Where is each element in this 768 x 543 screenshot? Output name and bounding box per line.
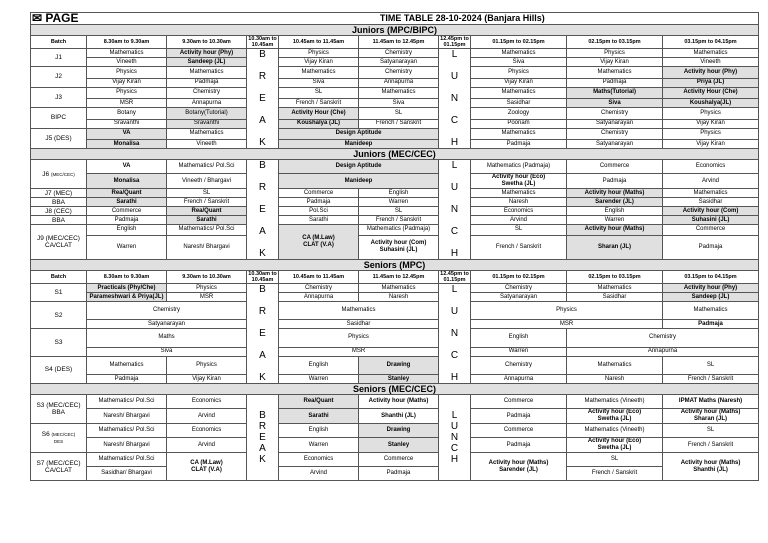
timetable-grid — [30, 12, 759, 481]
batch-label: J1 — [31, 49, 87, 67]
cell: Satyanarayan — [359, 58, 439, 67]
cell: Annapurna — [471, 375, 567, 384]
cell: Arvind — [167, 438, 247, 453]
cell: Physics — [279, 329, 439, 347]
batch-label: S4 (DES) — [31, 356, 87, 383]
cell: Commerce — [279, 189, 359, 198]
cell: SL — [663, 424, 759, 438]
cell: Botany(Tutorial) — [167, 108, 247, 120]
cell: Sarathi — [279, 216, 359, 225]
cell: Physics — [87, 67, 167, 79]
cell: French / Sanskrit — [279, 99, 359, 108]
cell: Sravanthi — [87, 119, 167, 128]
cell: Manideep — [279, 174, 439, 189]
cell: MSR — [279, 347, 439, 356]
batch-header: Batch — [31, 36, 87, 49]
cell: Mathematics (Vineeth) — [567, 424, 663, 438]
cell: Sasidhar/ Bhargavi — [87, 467, 167, 481]
cell: Padmaja — [359, 467, 439, 481]
cell: Commerce — [471, 424, 567, 438]
cell: Chemistry — [471, 284, 567, 293]
cell: Activity hour (Maths) — [359, 395, 439, 409]
batch-header: Batch — [31, 271, 87, 284]
cell: Naresh — [471, 198, 567, 207]
cell: Naresh — [359, 293, 439, 302]
logo: ✉ PAGE — [31, 13, 167, 25]
cell: Mathematics/ Pol.Sci — [87, 424, 167, 438]
cell: Warren — [359, 198, 439, 207]
cell: Vijay Kiran — [567, 58, 663, 67]
cell: English — [359, 189, 439, 198]
cell: Padmaja — [567, 174, 663, 189]
slot-header: 9.30am to 10.30am — [167, 36, 247, 49]
cell: Mathematics/ Pol.Sci — [87, 453, 167, 467]
cell: Sasidhar — [663, 198, 759, 207]
cell: Chemistry — [567, 329, 759, 347]
cell: Sandeep (JL) — [663, 293, 759, 302]
cell: Warren — [87, 235, 167, 260]
cell: Mathematics — [279, 302, 439, 320]
cell: Zoology — [471, 108, 567, 120]
cell: English — [471, 329, 567, 347]
cell: Mathematics — [567, 284, 663, 293]
cell: Naresh/ Bhargavi — [167, 235, 247, 260]
cell: Warren — [279, 375, 359, 384]
cell: Chemistry — [567, 108, 663, 120]
cell: Sasidhar — [279, 320, 439, 329]
batch-label: S3 — [31, 329, 87, 356]
section-seniors-mpc: Seniors (MPC) — [31, 260, 759, 271]
cell: MSR — [471, 320, 663, 329]
cell: Sasidhar — [567, 293, 663, 302]
cell: Botany — [87, 108, 167, 120]
cell: SL — [471, 225, 567, 236]
batch-label: S1 — [31, 284, 87, 302]
cell: Annapurna — [567, 347, 759, 356]
cell: Maths — [87, 329, 247, 347]
batch-label: J6 (MEC/CEC) — [31, 160, 87, 189]
cell: Vijay Kiran — [471, 78, 567, 87]
cell: Mathematics — [359, 284, 439, 293]
slot-header: 10.45am to 11.45am — [279, 271, 359, 284]
batch-label: J5 (DES) — [31, 128, 87, 149]
cell: Annapurna — [167, 99, 247, 108]
cell: Mathematics — [471, 128, 567, 140]
slot-header: 9.30am to 10.30am — [167, 271, 247, 284]
cell: Stanley — [359, 375, 439, 384]
slot-header: 01.15pm to 02.15pm — [471, 36, 567, 49]
cell: MSR — [87, 99, 167, 108]
cell: Padmaja — [471, 438, 567, 453]
slot-header: 10.30am to 10.45am — [248, 36, 277, 48]
cell: Padmaja — [471, 409, 567, 424]
cell: Mathematics — [663, 189, 759, 198]
cell: Padmaja — [279, 198, 359, 207]
cell: Commerce — [471, 395, 567, 409]
cell: Activity hour (Com) Suhasini (JL) — [359, 235, 439, 260]
cell: Physics — [87, 87, 167, 99]
cell: Mathematics — [471, 87, 567, 99]
cell: IPMAT Maths (Naresh) — [663, 395, 759, 409]
batch-label: J9 (MEC/CEC) CA/CLAT — [31, 225, 87, 260]
slot-header: 8.30am to 9.30am — [87, 36, 167, 49]
cell: Arvind — [663, 174, 759, 189]
cell: Arvind — [167, 409, 247, 424]
section-juniors-mpc: Juniors (MPC/BIPC) — [31, 25, 759, 36]
cell: Chemistry — [567, 128, 663, 140]
cell: Satyanarayan — [471, 293, 567, 302]
cell: English — [567, 207, 663, 216]
cell: Chemistry — [87, 302, 247, 320]
cell: French / Sanskrit — [359, 119, 439, 128]
cell: Sarathi — [167, 216, 247, 225]
cell: Vineeth — [87, 58, 167, 67]
cell: Mathematics — [167, 128, 247, 140]
cell: English — [279, 356, 359, 374]
slot-header: 10.30am to 10.45am — [248, 271, 277, 283]
cell: Commerce — [359, 453, 439, 467]
cell: Vijay Kiran — [87, 78, 167, 87]
cell: Siva — [567, 99, 663, 108]
cell: Mathematics/ Pol.Sci — [167, 225, 247, 236]
cell: Monalisa — [87, 140, 167, 149]
batch-label: BBA — [31, 198, 87, 207]
lunch-column: L U N C H — [439, 160, 471, 260]
cell: Manideep — [279, 140, 439, 149]
break-column: B R E A K — [247, 160, 279, 260]
cell: Activity Hour (Che) — [663, 87, 759, 99]
cell: Naresh/ Bhargavi — [87, 438, 167, 453]
cell: Mathematics (Vineeth) — [567, 395, 663, 409]
cell: Economics — [167, 395, 247, 409]
cell: English — [279, 424, 359, 438]
cell: Design Aptitude — [279, 160, 439, 174]
cell: Activity hour (Eco) Swetha (JL) — [471, 174, 567, 189]
cell: Naresh/ Bhargavi — [87, 409, 167, 424]
cell: Rea/Quant — [279, 395, 359, 409]
batch-label: S3 (MEC/CEC) BBA — [31, 395, 87, 424]
batch-label: J7 (MEC) — [31, 189, 87, 198]
cell: Mathematics (Padmaja) — [359, 225, 439, 236]
cell: Physics — [471, 67, 567, 79]
lunch-column: L U N C H — [439, 395, 471, 481]
cell: Sharan (JL) — [567, 235, 663, 260]
cell: Drawing — [359, 424, 439, 438]
cell: Padmaja — [567, 78, 663, 87]
cell: Stanley — [359, 438, 439, 453]
cell: Activity hour (Maths) Sarender (JL) — [471, 453, 567, 481]
cell: Warren — [279, 438, 359, 453]
break-column: B R E A K — [247, 49, 279, 149]
cell: Sravanthi — [167, 119, 247, 128]
cell: Padmaja — [663, 320, 759, 329]
cell: Mathematics/ Pol.Sci — [167, 160, 247, 174]
batch-label: BIPC — [31, 108, 87, 129]
cell: Activity hour (Maths) — [567, 189, 663, 198]
cell: Padmaja — [167, 78, 247, 87]
cell: Mathematics — [663, 49, 759, 58]
cell: Commerce — [567, 160, 663, 174]
cell: Sarathi — [87, 198, 167, 207]
cell: Satyanarayan — [87, 320, 247, 329]
cell: Vineeth — [663, 58, 759, 67]
cell: Chemistry — [167, 87, 247, 99]
cell: Chemistry — [279, 284, 359, 293]
cell: Siva — [279, 78, 359, 87]
cell: Physics — [167, 356, 247, 374]
cell: Satyanarayan — [567, 119, 663, 128]
cell: Vijay Kiran — [167, 375, 247, 384]
cell: Activity hour (Eco) Swetha (JL) — [567, 438, 663, 453]
cell: Padmaja — [663, 235, 759, 260]
cell: Padmaja — [87, 375, 167, 384]
cell: Activity Hour (Che) — [279, 108, 359, 120]
cell: Design Aptitude — [279, 128, 439, 140]
slot-header: 10.45am to 11.45am — [279, 36, 359, 49]
cell: Mathematics — [471, 49, 567, 58]
cell: Arvind — [471, 216, 567, 225]
slot-header: 11.45am to 12.45pm — [359, 271, 439, 284]
cell: Sasidhar — [471, 99, 567, 108]
cell: Economics — [279, 453, 359, 467]
cell: Mathematics (Padmaja) — [471, 160, 567, 174]
cell: Sarathi — [279, 409, 359, 424]
cell: Vineeth / Bhargavi — [167, 174, 247, 189]
cell: SL — [567, 453, 663, 467]
slot-header: 11.45am to 12.45pm — [359, 36, 439, 49]
cell: Rea/Quant — [167, 207, 247, 216]
cell: Activity hour (Phy) — [663, 67, 759, 79]
cell: Drawing — [359, 356, 439, 374]
cell: Monalisa — [87, 174, 167, 189]
cell: VA — [87, 160, 167, 174]
cell: Naresh — [567, 375, 663, 384]
cell: Chemistry — [359, 67, 439, 79]
cell: Rea/Quant — [87, 189, 167, 198]
cell: Mathematics/ Pol.Sci — [87, 395, 167, 409]
cell: Vijay Kiran — [663, 119, 759, 128]
cell: SL — [359, 108, 439, 120]
cell: Chemistry — [359, 49, 439, 58]
cell: Sandeep (JL) — [167, 58, 247, 67]
cell: Activity hour (Com) — [663, 207, 759, 216]
cell: Parameshwari & Priya(JL) — [87, 293, 167, 302]
section-seniors-mec: Seniors (MEC/CEC) — [31, 384, 759, 395]
cell: Siva — [471, 58, 567, 67]
lunch-column: L U N C H — [439, 49, 471, 149]
cell: Vijay Kiran — [279, 58, 359, 67]
cell: SL — [663, 356, 759, 374]
cell: Mathematics — [87, 356, 167, 374]
cell: Mathematics — [663, 302, 759, 320]
cell: Priya (JL) — [663, 78, 759, 87]
cell: Padmaja — [87, 216, 167, 225]
slot-header: 03.15pm to 04.15pm — [663, 271, 759, 284]
batch-label: J2 — [31, 67, 87, 88]
cell: French / Sanskrit — [471, 235, 567, 260]
cell: French / Sanskrit — [663, 438, 759, 453]
cell: French / Sanskrit — [567, 467, 663, 481]
cell: Mathematics — [87, 49, 167, 58]
batch-label: S7 (MEC/CEC) CA/CLAT — [31, 453, 87, 481]
cell: Shanthi (JL) — [359, 409, 439, 424]
cell: Mathematics — [279, 67, 359, 79]
cell: Sarender (JL) — [567, 198, 663, 207]
cell: Activity hour (Phy) — [663, 284, 759, 293]
timetable — [30, 12, 758, 481]
slot-header: 12.45pm to 01.15pm — [440, 36, 469, 48]
cell: SL — [279, 87, 359, 99]
cell: Practicals (Phy/Che) — [87, 284, 167, 293]
page-title: TIME TABLE 28-10-2024 (Banjara Hills) — [167, 13, 759, 25]
cell: Poonam — [471, 119, 567, 128]
cell: Commerce — [87, 207, 167, 216]
cell: Vineeth — [167, 140, 247, 149]
cell: French / Sanskrit — [359, 216, 439, 225]
cell: Koushalya (JL) — [279, 119, 359, 128]
cell: Economics — [471, 207, 567, 216]
cell: Maths(Tutorial) — [567, 87, 663, 99]
cell: Physics — [567, 49, 663, 58]
cell: CA (M.Law) CLAT (V.A) — [279, 225, 359, 260]
batch-label: S2 — [31, 302, 87, 329]
cell: Physics — [663, 108, 759, 120]
cell: Physics — [279, 49, 359, 58]
cell: Economics — [663, 160, 759, 174]
cell: Commerce — [663, 225, 759, 236]
batch-label: BBA — [31, 216, 87, 225]
cell: Mathematics — [567, 67, 663, 79]
cell: Chemistry — [471, 356, 567, 374]
lunch-column: L U N C H — [439, 284, 471, 384]
cell: Annapurna — [279, 293, 359, 302]
section-juniors-mec: Juniors (MEC/CEC) — [31, 149, 759, 160]
cell: Koushalya(JL) — [663, 99, 759, 108]
cell: Siva — [87, 347, 247, 356]
break-column: B R E A K — [247, 284, 279, 384]
slot-header: 03.15pm to 04.15pm — [663, 36, 759, 49]
slot-header: 01.15pm to 02.15pm — [471, 271, 567, 284]
cell: Physics — [471, 302, 663, 320]
slot-header: 12.45pm to 01.15pm — [440, 271, 469, 283]
cell: SL — [167, 189, 247, 198]
cell: Satyanarayan — [567, 140, 663, 149]
cell: Mathematics — [471, 189, 567, 198]
cell: Activity hour (Maths) Sharan (JL) — [663, 409, 759, 424]
cell: Mathematics — [167, 67, 247, 79]
cell: English — [87, 225, 167, 236]
break-column: B R E A K — [247, 395, 279, 481]
slot-header: 8.30am to 9.30am — [87, 271, 167, 284]
batch-label: J8 (CEC) — [31, 207, 87, 216]
cell: Activity hour (Maths) — [567, 225, 663, 236]
cell: Warren — [471, 347, 567, 356]
cell: MSR — [167, 293, 247, 302]
batch-label: J3 — [31, 87, 87, 108]
cell: Warren — [567, 216, 663, 225]
cell: Pol.Sci — [279, 207, 359, 216]
cell: SL — [359, 207, 439, 216]
cell: Economics — [167, 424, 247, 438]
cell: Vijay Kiran — [663, 140, 759, 149]
slot-header: 02.15pm to 03.15pm — [567, 271, 663, 284]
cell: Arvind — [279, 467, 359, 481]
cell: Activity hour (Maths) Shanthi (JL) — [663, 453, 759, 481]
cell: VA — [87, 128, 167, 140]
cell: Siva — [359, 99, 439, 108]
cell: Activity hour (Phy) — [167, 49, 247, 58]
cell: CA (M.Law) CLAT (V.A) — [167, 453, 247, 481]
cell: Mathematics — [359, 87, 439, 99]
cell: Annapurna — [359, 78, 439, 87]
cell: French / Sanskrit — [167, 198, 247, 207]
cell: Physics — [663, 128, 759, 140]
cell: Mathematics — [567, 356, 663, 374]
cell: Suhasini (JL) — [663, 216, 759, 225]
cell: Physics — [167, 284, 247, 293]
cell: French / Sanskrit — [663, 375, 759, 384]
batch-label: S6 (MEC/CEC) DES — [31, 424, 87, 453]
slot-header: 02.15pm to 03.15pm — [567, 36, 663, 49]
cell: Activity hour (Eco) Swetha (JL) — [567, 409, 663, 424]
cell: Padmaja — [471, 140, 567, 149]
